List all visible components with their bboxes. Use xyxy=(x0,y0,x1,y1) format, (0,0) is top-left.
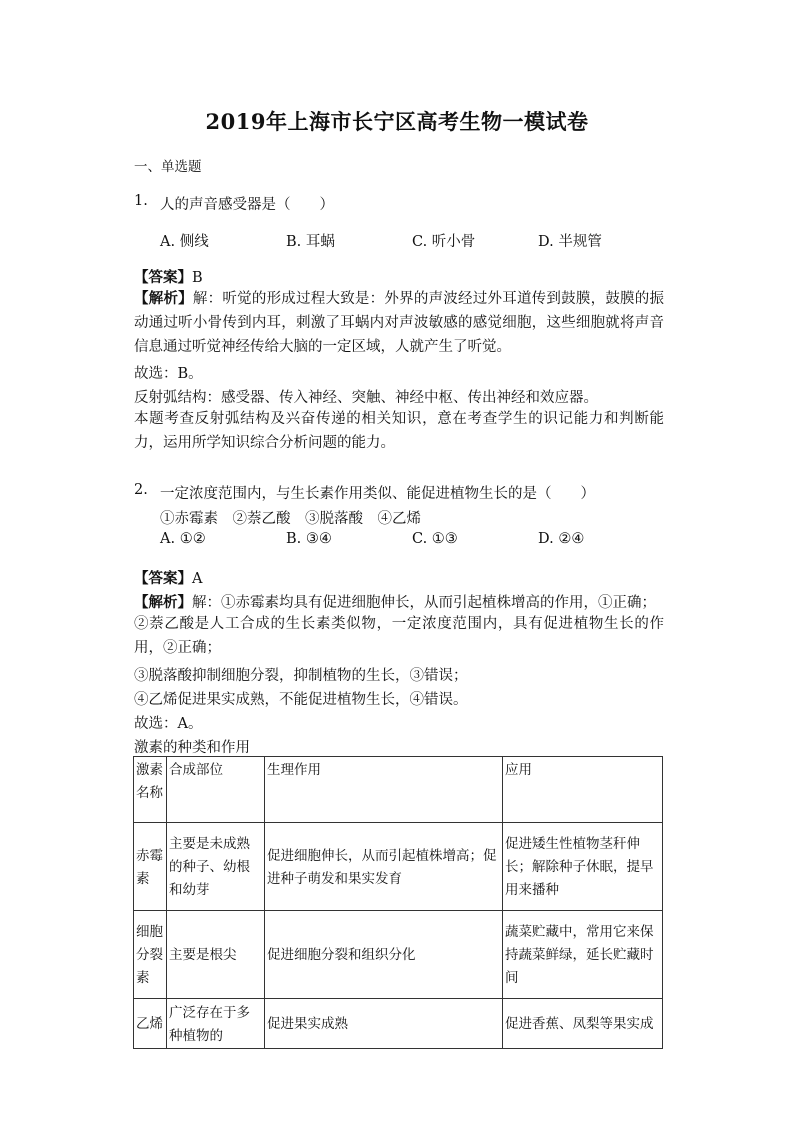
question-1-number: 1. xyxy=(134,193,148,209)
question-1-answer xyxy=(134,266,203,287)
cell-physiological-role: 促进细胞分裂和组织分化 xyxy=(265,911,503,999)
question-2-choose: 故选：A。 xyxy=(134,716,203,732)
question-2-option-c: C. ①③ xyxy=(412,531,458,547)
table-row xyxy=(134,911,663,999)
question-2-analysis-line-3: ③脱落酸抑制细胞分裂，抑制植物的生长，③错误； xyxy=(134,668,468,684)
cell-synthesis-site: 广泛存在于多种植物的 xyxy=(167,999,265,1049)
question-2-stem: 一定浓度范围内，与生长素作用类似、能促进植物生长的是（ ） xyxy=(160,486,595,502)
header-hormone-name: 激素名称 xyxy=(134,757,167,823)
question-2-option-d: D. ②④ xyxy=(538,531,585,547)
answer-value: A xyxy=(192,571,203,587)
table-row xyxy=(134,999,663,1049)
question-1-reflex-arc: 反射弧结构：感受器、传入神经、突触、神经中枢、传出神经和效应器。 xyxy=(134,390,598,406)
answer-value: B xyxy=(192,270,203,286)
cell-synthesis-site: 主要是根尖 xyxy=(167,911,265,999)
question-2-number: 2. xyxy=(134,482,148,498)
section-heading: 一、单选题 xyxy=(134,159,202,175)
question-1-option-c: C. 听小骨 xyxy=(412,234,476,250)
cell-physiological-role: 促进细胞伸长，从而引起植株增高；促进种子萌发和果实发育 xyxy=(265,823,503,911)
cell-physiological-role: 促进果实成熟 xyxy=(265,999,503,1049)
question-1-summary: 本题考查反射弧结构及兴奋传递的相关知识，意在考查学生的识记能力和判断能力，运用所学知识综合分析问题的能力。 xyxy=(134,411,664,451)
analysis-text: 解：听觉的形成过程大致是：外界的声波经过外耳道传到鼓膜，鼓膜的振动通过听小骨传到内耳，刺激了耳蜗内对声波敏感的感觉细胞，这些细胞就将声音信息通过听觉神经传给大脑的一定区域，人就产生了听觉。 xyxy=(134,291,665,355)
cell-hormone-name: 细胞分裂素 xyxy=(134,911,167,999)
header-physiological-role: 生理作用 xyxy=(265,757,503,823)
analysis-tag: 【解析】 xyxy=(134,290,193,307)
cell-synthesis-site: 主要是未成熟的种子、幼根和幼芽 xyxy=(167,823,265,911)
question-1-stem: 人的声音感受器是（ ） xyxy=(160,197,334,213)
hormone-table xyxy=(133,756,663,1049)
question-1-option-a: A. 侧线 xyxy=(160,234,209,250)
question-1-analysis xyxy=(134,287,664,359)
analysis-tag: 【解析】 xyxy=(134,594,192,611)
cell-application: 促进香蕉、凤梨等果实成 xyxy=(503,999,663,1049)
analysis-text: 解：①赤霉素均具有促进细胞伸长，从而引起植株增高的作用，①正确； xyxy=(192,595,656,611)
question-1-choose: 故选：B。 xyxy=(134,366,203,382)
question-2-analysis-line-4: ④乙烯促进果实成熟，不能促进植物生长，④错误。 xyxy=(134,692,468,708)
answer-tag: 【答案】 xyxy=(134,570,192,587)
header-application: 应用 xyxy=(503,757,663,823)
question-1-option-d: D. 半规管 xyxy=(538,234,602,250)
table-header-row xyxy=(134,757,663,823)
question-1-option-b: B. 耳蜗 xyxy=(286,234,335,250)
question-2-analysis-line-2: ②萘乙酸是人工合成的生长素类似物，一定浓度范围内，具有促进植物生长的作用，②正确； xyxy=(134,616,664,656)
table-row xyxy=(134,823,663,911)
question-2-analysis-line-1 xyxy=(134,591,656,612)
cell-hormone-name: 赤霉素 xyxy=(134,823,167,911)
question-2-answer xyxy=(134,567,202,588)
answer-tag: 【答案】 xyxy=(134,269,192,286)
document-title: 2019年上海市长宁区高考生物一模试卷 xyxy=(205,109,589,134)
cell-application: 蔬菜贮藏中，常用它来保持蔬菜鲜绿，延长贮藏时间 xyxy=(503,911,663,999)
question-2-option-a: A. ①② xyxy=(160,531,206,547)
header-synthesis-site: 合成部位 xyxy=(167,757,265,823)
cell-hormone-name: 乙烯 xyxy=(134,999,167,1049)
cell-application: 促进矮生性植物茎秆伸长；解除种子休眠，提早用来播种 xyxy=(503,823,663,911)
table-caption: 激素的种类和作用 xyxy=(134,740,250,756)
question-2-items: ①赤霉素 ②萘乙酸 ③脱落酸 ④乙烯 xyxy=(160,511,421,527)
question-2-option-b: B. ③④ xyxy=(286,531,332,547)
